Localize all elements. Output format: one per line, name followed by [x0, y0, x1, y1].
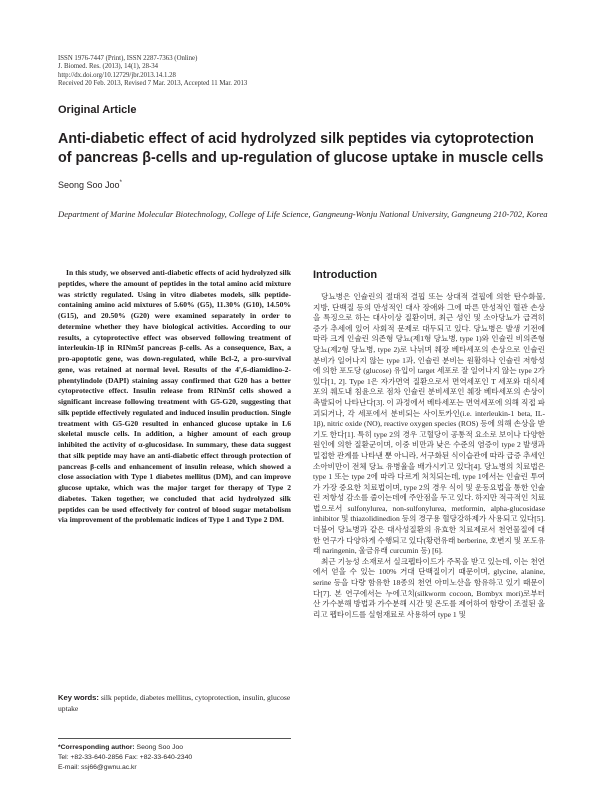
- contact-line: Tel: +82-33-640-2856 Fax: +82-33-640-2340: [58, 754, 193, 762]
- doi-line[interactable]: http://dx.doi.org/10.12729/jbr.2013.14.1.28: [58, 71, 176, 79]
- corresponding-name: Seong Soo Joo: [136, 744, 184, 751]
- issn-line: ISSN 1976-7447 (Print), ISSN 2287-7363 (Online): [58, 55, 198, 62]
- affiliation: Department of Marine Molecular Biotechnology, College of Life Science, Gangneung-Wonju National University, Gangneung 210-702, Korea: [58, 209, 548, 219]
- paper-title: Anti-diabetic effect of acid hydrolyzed silk peptides via cytoprotection of pancreas β-cells and up-regulation of glucose uptake in muscle cells: [58, 131, 544, 166]
- corresponding-label: *Corresponding author:: [58, 744, 135, 751]
- author-mark: *: [119, 180, 122, 186]
- keywords-label: Key words:: [58, 693, 99, 702]
- introduction-body: [313, 292, 545, 792]
- author-name: Seong Soo Joo: [58, 180, 120, 190]
- keywords: [58, 693, 291, 715]
- intro-paragraph: 당뇨병은 인슐린의 절대적 결핍 또는 상대적 결핍에 의한 탄수화물, 지방, 단백질 등의 만성적인 대사 장애와 그에 따른 만성적인 혈관 손상을 특징으로 하는 대사이상 질환이며, 최근 성인 및 소아당뇨가 급격히 증가 추세에 있어 사회적 문제로 대두되고 있다. 당뇨병은 발생 기전에 따라 크게 인슐린 의존형 당뇨(제1형 당뇨병, type 1)와 인슐린 비의존형 당뇨(제2형 당뇨병, type 2)로 나뉘며 췌장 베타세포의 손상으로 인슐린 분비가 일어나지 않는 type 1과, 인슐린 분비는 원활하나 인슐린 저항성에 의한 포도당 (glucose) 유입이 target 세포로 잘 일어나지 않는 type 2가 있다[1, 2]. Type 1은 자가면역 질환으로서 면역세포인 T 세포와 대식세포의 췌도내 침윤으로 점차 인슐린 분비세포인 췌장 베타세포의 손상이 촉발되어 나타난다[3]. 이 과정에서 베타세포는 면역세포에 의해 직접 파괴되거나, 각 세포에서 분비되는 사이토카인(i.e. interleukin-1 beta, IL-1β), nitric oxide (NO), reactive oxygen species (ROS) 등에 의해 손상을 받기도 한다[1]. 특히 type 2의 경우 고혈당이 공통적 요소로 보이나 다양한 원인에 의한 질환군이며, 이중 비만과 낮은 수준의 염증이 type 2 발생과 밀접한 관계를 나타낸 뿐 아니라, 서구화된 식이습관에 따라 급증 추세인 소아비만이 전체 당뇨 유병율을 배가시키고 있다[4]. 당뇨병의 치료법은 type 1 또는 type 2에 따라 다르게 처치되는데, type 1에서는 인슐린 투여가 가장 중요한 치료법이며, type 2의 경우 식이 및 운동요법을 통한 인슐린 저항성 감소를 줄이는데에 주안점을 두고 있다. 하지만 적극적인 치료법으로서 sulfonylurea, non-sulfonylurea, metformin, alpha-glucosidase inhibitor 및 thiazolidinedion 등의 경구용 혈당강하제가 사용되고 있다[5]. 더불어 당뇨병과 같은 대사성질환의 유효한 치료제로서 천연물질에 대한 연구가 다양하게 수행되고 있다(황련유래 berberine, 호변지 및 포도유래 naringenin, 울금유래 curcumin 등) [6].: [313, 292, 545, 556]
- footnote: [58, 743, 291, 774]
- email-line[interactable]: E-mail: ssj66@gwnu.ac.kr: [58, 764, 137, 772]
- journal-meta: [58, 55, 247, 88]
- author-line: [58, 180, 122, 190]
- footnote-divider: [58, 738, 291, 739]
- article-type: Original Article: [58, 104, 137, 116]
- introduction-heading: Introduction: [313, 269, 378, 281]
- dates-line: Received 20 Feb. 2013, Revised 7 Mar. 2013, Accepted 11 Mar. 2013: [58, 79, 248, 87]
- intro-paragraph: 최근 기능성 소재로서 실크펩타이드가 주목을 받고 있는데, 이는 천연에서 얻을 수 있는 100% 거대 단백질이기 때문이며, glycine, alanine, serine 등을 다량 함유한 18종의 천연 아미노산을 함유하고 있기 때문이다[7]. 본 연구에서는 누에고치(silkworm cocoon, Bombyx mori)로부터 산 가수분해 방법과 가수분해 시간 및 온도를 제어하여 함량이 조절된 올리고 펩타이드를 실험재료로 사용하여 type 1 및: [313, 556, 545, 619]
- abstract: In this study, we observed anti-diabetic effects of acid hydrolyzed silk peptides, where the amount of peptides in the total amino acid mixture was strictly regulated. Using in vitro diabetes models, silk peptide-containing amino acid mixtures of 5.60% (G5), 11.30% (G10), 14.50% (G15), and 20.50% (G20) were examined separately in order to determine whether they have biological activities. According to our results, a cytoprotective effect was observed following treatment of interleukin-1β in RINm5f pancreas β-cells. As a consequence, Bax, a pro-apoptotic gene, was down-regulated, while Bcl-2, a pro-survival gene, was retained at normal level. Results of the 4',6-diamidino-2-phentylindole (DAPI) staining assay confirmed that G20 has a better cytoprotective effect. Insulin release from RINm5f cells showed a significant increase following treatment with G5-G20, suggesting that silk peptide effectively regulated and induced insulin production. Single treatment with G5-G20 resulted in enhanced glucose uptake in L6 skeletal muscle cells. In addition, a higher amount of each group inhibited the activity of α-glucosidase. In summary, these data suggest that silk peptide may have an anti-diabetic effect through protection of pancreas β-cells and enhancement of insulin release, which showed a close association with Type 1 diabetes mellitus (DM), and can improve glucose uptake, which was the major target for therapy of Type 2 diabetes. Taken together, we concluded that acid hydrolyzed silk peptides can be used effectively for control of blood sugar metabolism via improvement of the problematic indices of Type 1 and Type 2 DM.: [58, 268, 291, 525]
- keywords-text: silk peptide, diabetes mellitus, cytoprotection, insulin, glucose uptake: [58, 693, 291, 713]
- corresponding-line: [58, 743, 291, 753]
- journal-citation: J. Biomed. Res. (2013), 14(1), 28-34: [58, 63, 159, 71]
